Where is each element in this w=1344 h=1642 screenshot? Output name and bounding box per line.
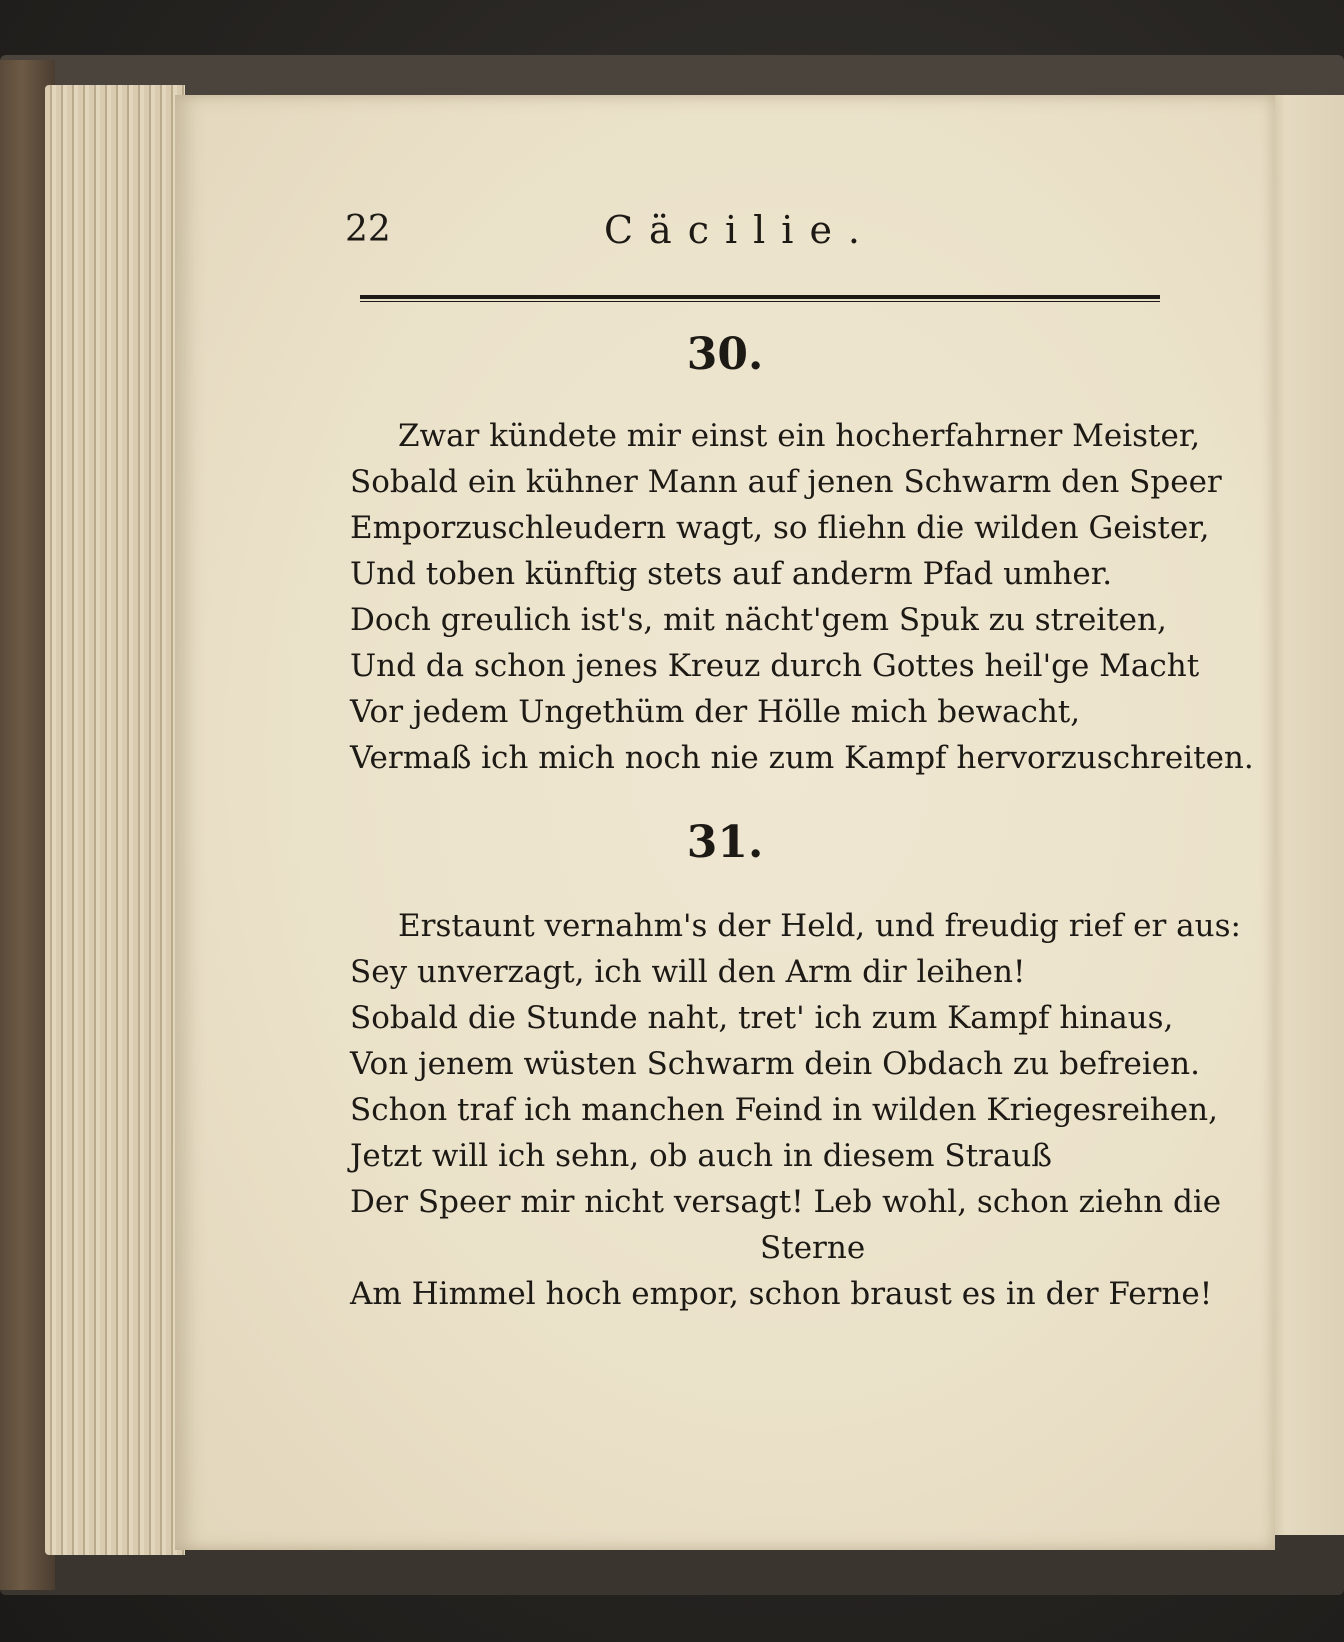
verse-line: Erstaunt vernahm's der Held, und freudig rief er aus: (398, 908, 1241, 944)
verse-line: Zwar kündete mir einst ein hocherfahrner Meister, (398, 418, 1201, 454)
verse-line: Und da schon jenes Kreuz durch Gottes heil'ge Macht (350, 648, 1200, 684)
verse-line: Sobald ein kühner Mann auf jenen Schwarm den Speer (350, 464, 1222, 500)
verse-line: Der Speer mir nicht versagt! Leb wohl, schon ziehn die (350, 1184, 1222, 1220)
book-page (175, 95, 1275, 1550)
verse-line: Und toben künftig stets auf anderm Pfad umher. (350, 556, 1113, 592)
stanza-31 (350, 903, 1241, 1317)
verse-line: Emporzuschleudern wagt, so fliehn die wilden Geister, (350, 510, 1210, 546)
page-number: 22 (345, 209, 391, 250)
running-title: Cäcilie. (603, 208, 877, 252)
header-rule (360, 295, 1160, 302)
verse-line: Von jenem wüsten Schwarm dein Obdach zu befreien. (350, 1046, 1200, 1082)
running-head (175, 205, 1275, 255)
facing-page-edge (1270, 95, 1344, 1535)
verse-line: Doch greulich ist's, mit nächt'gem Spuk zu streiten, (350, 602, 1167, 638)
verse-line: Jetzt will ich sehn, ob auch in diesem Strauß (350, 1138, 1052, 1174)
verse-line: Sobald die Stunde naht, tret' ich zum Kampf hinaus, (350, 1000, 1174, 1036)
stanza-30 (350, 413, 1254, 781)
verse-line-runover: Sterne (760, 1230, 866, 1266)
verse-line: Vor jedem Ungethüm der Hölle mich bewacht, (350, 694, 1081, 730)
stanza-number: 31. (686, 817, 764, 868)
verse-line: Vermaß ich mich noch nie zum Kampf hervorzuschreiten. (350, 740, 1254, 776)
stanza-number: 30. (686, 329, 764, 380)
page-edges (45, 85, 185, 1555)
verse-line: Am Himmel hoch empor, schon braust es in der Ferne! (350, 1276, 1213, 1312)
verse-line: Schon traf ich manchen Feind in wilden Kriegesreihen, (350, 1092, 1218, 1128)
verse-line: Sey unverzagt, ich will den Arm dir leihen! (350, 954, 1026, 990)
